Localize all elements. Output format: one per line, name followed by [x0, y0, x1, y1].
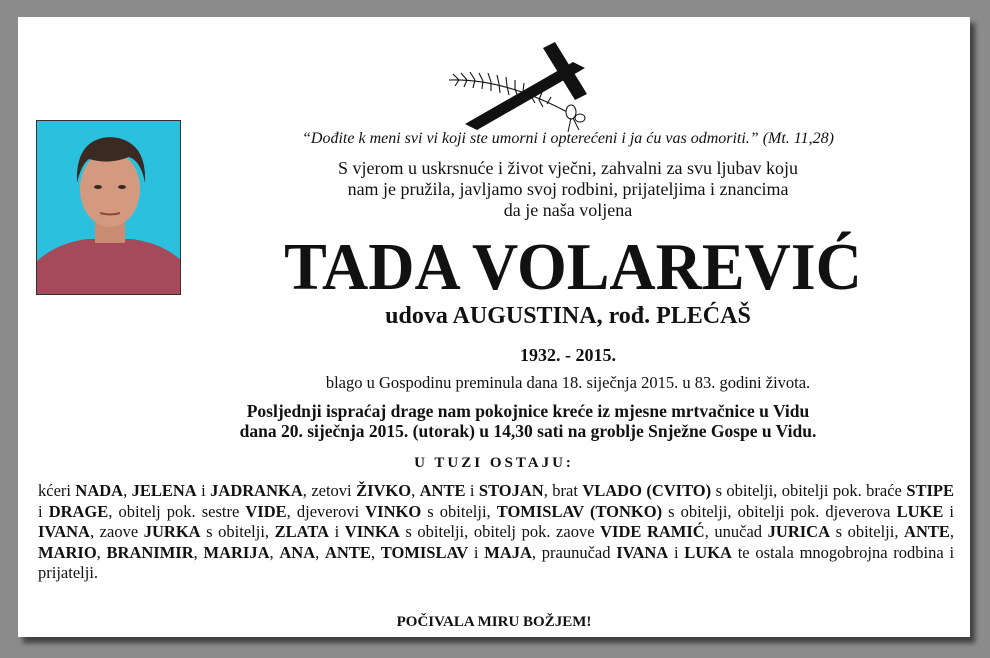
- relative-name: IVANA: [616, 542, 669, 562]
- relatives-text: , zaove: [89, 522, 144, 542]
- relative-name: ŽIVKO: [356, 481, 412, 500]
- relatives-text: i: [196, 481, 211, 500]
- relatives-text: i: [465, 481, 479, 500]
- relative-name: LUKE: [896, 501, 944, 521]
- relatives-text: , brat: [543, 481, 583, 500]
- relative-name: JADRANKA: [210, 481, 303, 500]
- relatives-text: s obitelji,: [421, 501, 497, 521]
- relatives-text: s obitelji,: [830, 522, 905, 542]
- bible-quote: “Dođite k meni svi vi koji ste umorni i opterećeni i ja ću vas odmoriti.” (Mt. 11,28): [302, 130, 834, 147]
- deceased-name: TADA VOLAREVIĆ: [284, 229, 862, 304]
- relative-name: ZLATA: [274, 522, 330, 542]
- relatives-text: ,: [411, 481, 420, 500]
- relative-name: VIDE RAMIĆ: [600, 522, 705, 542]
- relative-name: BRANIMIR: [106, 542, 194, 562]
- intro-line: da je naša voljena: [503, 200, 633, 220]
- relatives-text: ,: [269, 542, 280, 562]
- relatives-text: i: [468, 542, 485, 562]
- relative-name: JELENA: [131, 481, 197, 500]
- relatives-text: ,: [96, 542, 107, 562]
- mourning-heading: U TUZI OSTAJU:: [414, 455, 574, 471]
- relatives-text: s obitelji,: [200, 522, 275, 542]
- relatives-text: ,: [949, 522, 955, 542]
- relatives-text: i: [38, 501, 49, 521]
- obituary-card: [18, 17, 970, 637]
- relative-name: VINKO: [365, 501, 422, 521]
- relative-name: VINKA: [344, 522, 400, 542]
- relatives-text: , djeverovi: [286, 501, 366, 521]
- relatives-text: i: [329, 522, 345, 542]
- relative-name: DRAGE: [48, 501, 109, 521]
- relatives-text: kćeri: [38, 481, 76, 500]
- relatives-text: s obitelji, obitelji pok. djeverova: [662, 501, 897, 521]
- relatives-text: , praunučad: [531, 542, 617, 562]
- relatives-text: , unučad: [704, 522, 768, 542]
- intro-line: nam je pružila, javljamo svoj rodbini, prijateljima i znancima: [347, 179, 789, 199]
- relative-name: JURICA: [767, 522, 830, 542]
- relative-name: ANTE: [325, 542, 371, 562]
- relative-name: IVANA: [38, 522, 90, 542]
- funeral-info: [88, 401, 968, 441]
- relative-name: TOMISLAV (TONKO): [496, 501, 663, 521]
- life-years: 1932. - 2015.: [520, 345, 616, 365]
- relative-name: JURKA: [143, 522, 201, 542]
- relative-name: MARIO: [38, 542, 97, 562]
- closing-phrase: POČIVALA MIRU BOŽJEM!: [396, 614, 592, 630]
- deceased-portrait: [36, 120, 181, 295]
- relative-name: TOMISLAV: [380, 542, 469, 562]
- funeral-line: dana 20. siječnja 2015. (utorak) u 14,30 sati na groblje Snježne Gospe u Vidu.: [239, 421, 817, 441]
- relative-name: ANTE: [419, 481, 466, 500]
- relative-name: MAJA: [484, 542, 532, 562]
- relative-name: STOJAN: [478, 481, 544, 500]
- relatives-text: ,: [315, 542, 326, 562]
- relatives-text: ,: [193, 542, 204, 562]
- cross-with-palm-icon: [445, 42, 595, 137]
- intro-line: S vjerom u uskrsnuće i život vječni, zahvalni za svu ljubav koju: [338, 158, 798, 178]
- relative-name: NADA: [75, 481, 124, 500]
- relatives-text: te ostala mnogobrojna rodbina i prijatelji.: [38, 542, 955, 583]
- relatives-text: i: [943, 501, 955, 521]
- relatives-text: , zetovi: [302, 481, 357, 500]
- funeral-line: Posljednji ispraćaj drage nam pokojnice kreće iz mjesne mrtvačnice u Vidu: [246, 401, 810, 421]
- relative-name: LUKA: [684, 542, 732, 562]
- relatives-text: i: [668, 542, 685, 562]
- relative-name: MARIJA: [203, 542, 270, 562]
- death-date-text: blago u Gospodinu preminula dana 18. siječnja 2015. u 83. godini života.: [325, 373, 811, 392]
- relatives-text: ,: [123, 481, 132, 500]
- relatives-text: s obitelji, obitelj pok. zaove: [399, 522, 601, 542]
- relatives-text: s obitelji, obitelji pok. braće: [711, 481, 907, 500]
- relatives-text: ,: [370, 542, 381, 562]
- portrait-image: [37, 121, 181, 295]
- widow-maiden-name: udova AUGUSTINA, rođ. PLEĆAŠ: [385, 303, 751, 329]
- relative-name: VLADO (CVITO): [582, 481, 712, 500]
- relative-name: STIPE: [906, 481, 954, 500]
- relatives-list: [38, 481, 954, 584]
- relative-name: ANA: [279, 542, 316, 562]
- relatives-text: , obitelj pok. sestre: [108, 501, 246, 521]
- relative-name: ANTE: [904, 522, 950, 542]
- relative-name: VIDE: [245, 501, 287, 521]
- intro-text: [168, 158, 968, 221]
